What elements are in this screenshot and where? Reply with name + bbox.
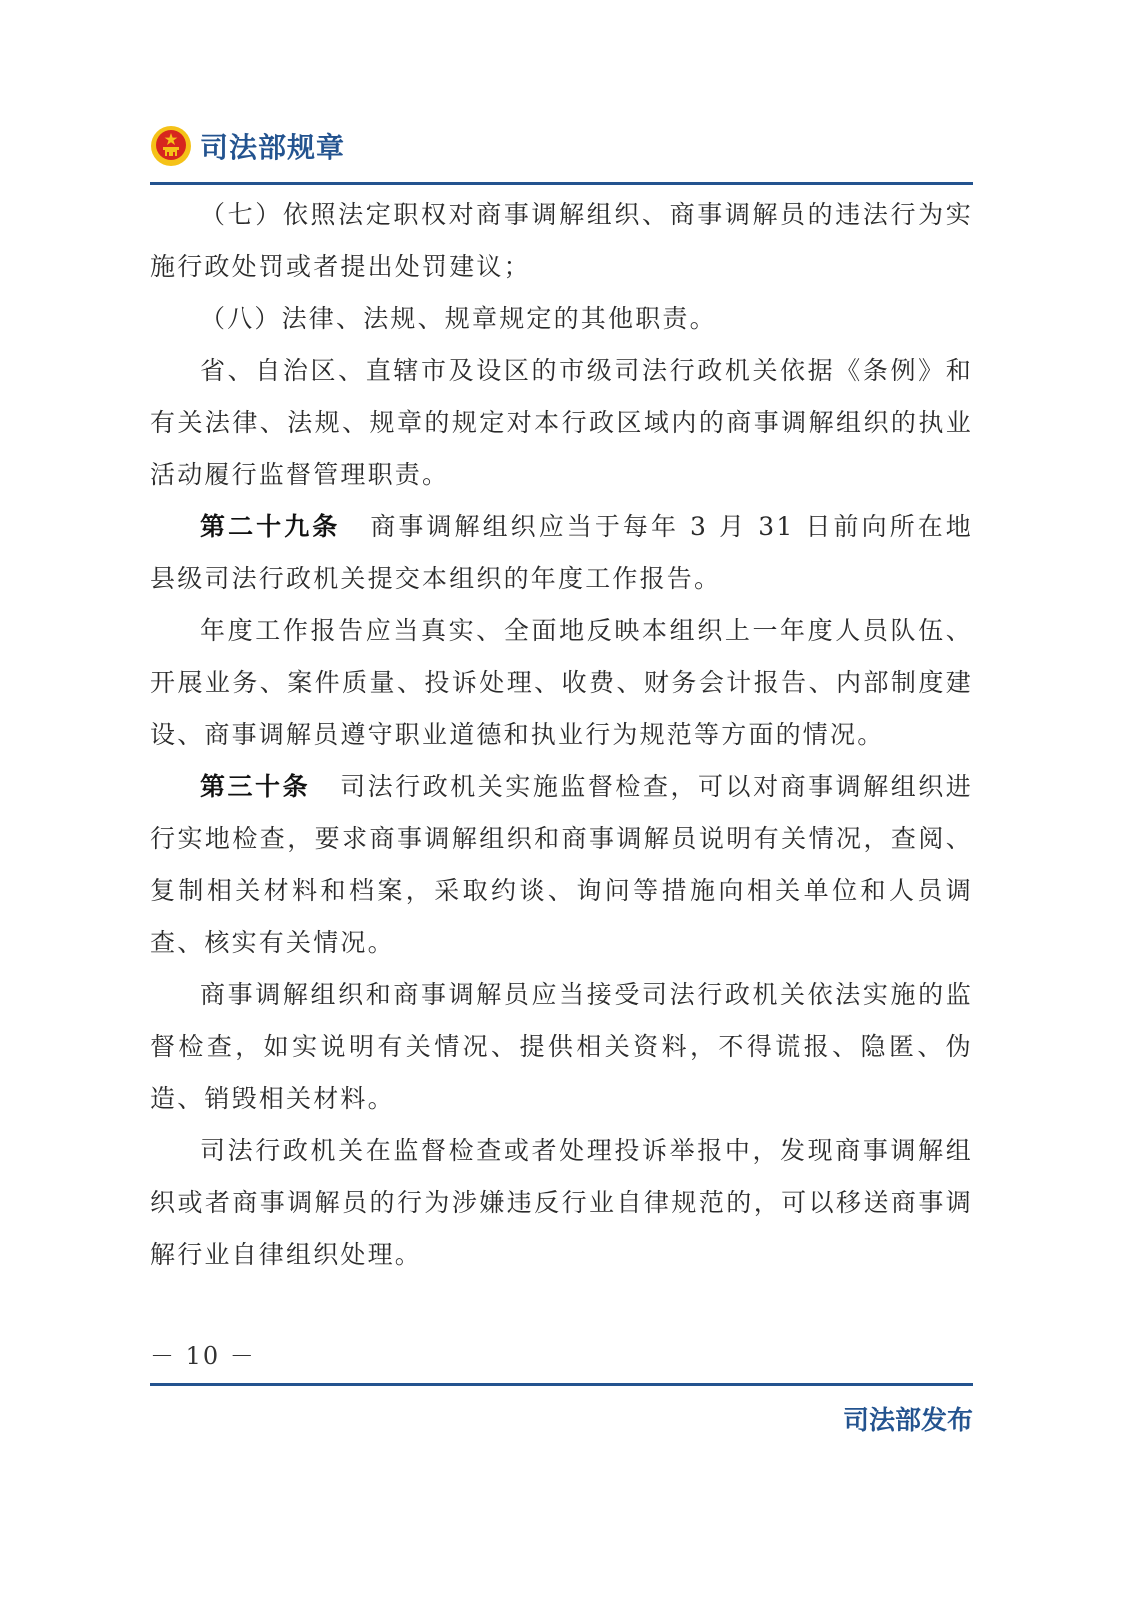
paragraph — [150, 189, 973, 293]
paragraph-text: 省、自治区、直辖市及设区的市级司法行政机关依据《条例》和有关法律、法规、规章的规定对本行政区域内的商事调解组织的执业活动履行监督管理职责。 — [150, 356, 973, 489]
header-divider — [150, 182, 973, 185]
paragraph — [150, 761, 973, 969]
paragraph — [150, 345, 973, 501]
paragraph-text: 商事调解组织和商事调解员应当接受司法行政机关依法实施的监督检查，如实说明有关情况、提供相关资料，不得谎报、隐匿、伪造、销毁相关材料。 — [150, 980, 973, 1113]
paragraph-text: （八）法律、法规、规章规定的其他职责。 — [200, 304, 717, 333]
paragraph — [150, 969, 973, 1125]
paragraph — [150, 501, 973, 605]
national-emblem-icon — [150, 125, 192, 167]
footer-publisher: 司法部发布 — [842, 1406, 973, 1436]
document-body — [150, 189, 973, 1281]
page-number: － 10 － — [150, 1342, 256, 1370]
article-number: 第二十九条 — [200, 512, 341, 541]
paragraph — [150, 1125, 973, 1281]
paragraph-text: （七）依照法定职权对商事调解组织、商事调解员的违法行为实施行政处罚或者提出处罚建议； — [150, 200, 973, 281]
article-number: 第三十条 — [200, 772, 311, 801]
paragraph — [150, 605, 973, 761]
paragraph-text: 商事调解组织应当于每年 3 月 31 日前向所在地县级司法行政机关提交本组织的年度工作报告。 — [150, 512, 973, 593]
footer-divider — [150, 1383, 973, 1386]
paragraph-text: 年度工作报告应当真实、全面地反映本组织上一年度人员队伍、开展业务、案件质量、投诉处理、收费、财务会计报告、内部制度建设、商事调解员遵守职业道德和执业行为规范等方面的情况。 — [150, 616, 973, 749]
paragraph-text: 司法行政机关在监督检查或者处理投诉举报中，发现商事调解组织或者商事调解员的行为涉嫌违反行业自律规范的，可以移送商事调解行业自律组织处理。 — [150, 1136, 973, 1269]
page-header — [150, 116, 345, 176]
paragraph — [150, 293, 973, 345]
paragraph-text: 司法行政机关实施监督检查，可以对商事调解组织进行实地检查，要求商事调解组织和商事调解员说明有关情况，查阅、复制相关材料和档案，采取约谈、询问等措施向相关单位和人员调查、核实有关情况。 — [150, 772, 973, 957]
header-title: 司法部规章 — [200, 131, 346, 164]
